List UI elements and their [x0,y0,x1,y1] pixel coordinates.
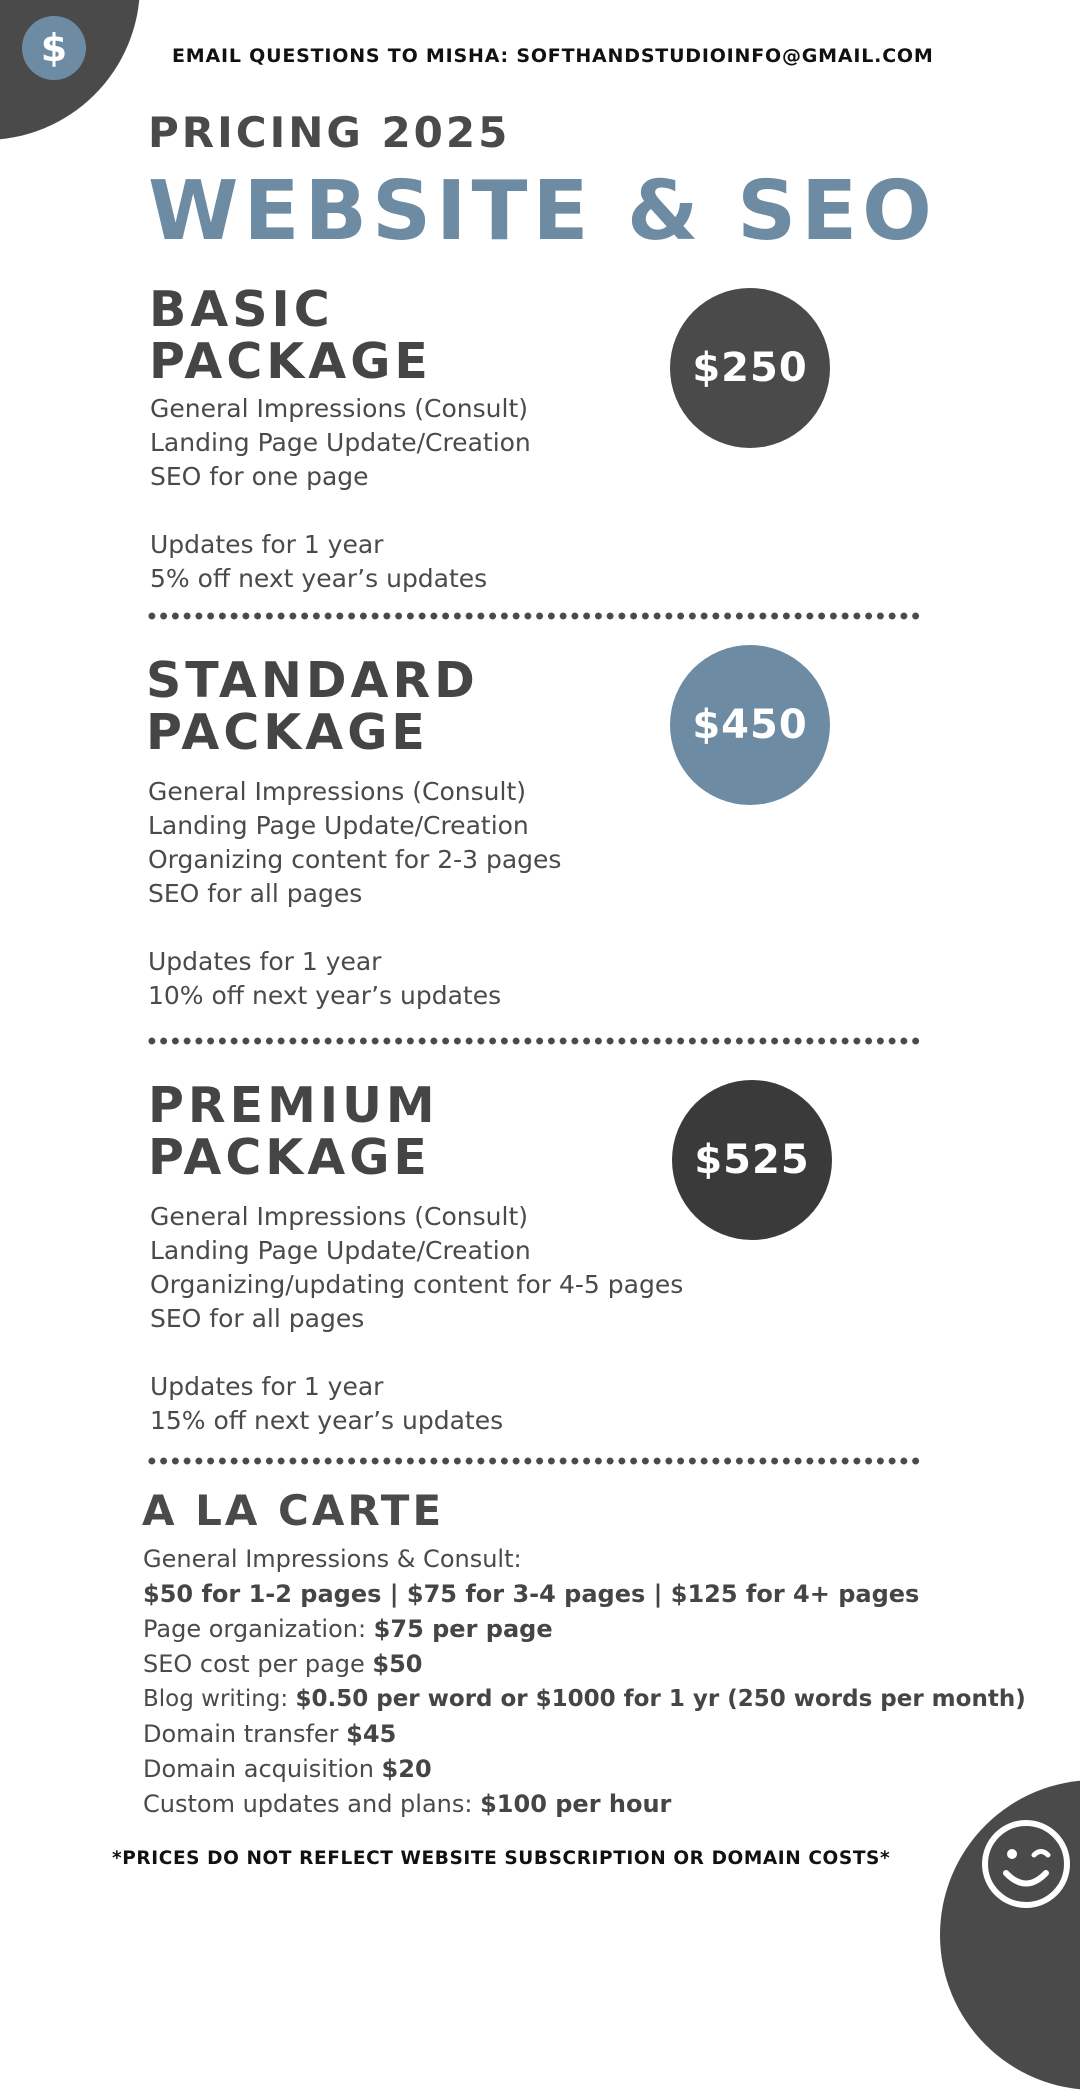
basic-title-line1: BASIC [149,281,334,338]
standard-package-title [146,652,479,761]
feature-item: Organizing content for 2-3 pages [148,845,562,874]
consult-label: General Impressions & Consult: [143,1545,522,1573]
feature-item: Landing Page Update/Creation [150,1236,531,1265]
item-price: $0.50 per word or $1000 for 1 yr (250 words per month) [295,1686,1026,1712]
winking-smiley-icon [980,1818,1072,1910]
item-label: Domain acquisition [143,1755,382,1783]
list-item [143,1612,1026,1647]
standard-price-badge: $450 [670,645,830,805]
item-price: $45 [346,1720,397,1748]
item-label: Blog writing: [143,1686,296,1712]
premium-title-line1: PREMIUM [148,1077,439,1134]
feature-item: Updates for 1 year [148,947,382,976]
feature-item: 10% off next year’s updates [148,981,502,1010]
standard-feature-list [148,775,561,1013]
footer-disclaimer: *PRICES DO NOT REFLECT WEBSITE SUBSCRIPTION OR DOMAIN COSTS* [112,1848,891,1869]
list-item [143,1752,1026,1787]
feature-item: SEO for all pages [148,879,363,908]
a-la-carte-list [143,1542,1026,1822]
item-label: SEO cost per page [143,1650,373,1678]
item-price: $20 [381,1755,432,1783]
pricing-year-heading: PRICING 2025 [148,108,511,157]
page-title: WEBSITE & SEO [148,164,937,259]
dotted-divider [146,1037,922,1045]
list-item [143,1787,1026,1822]
feature-item: Organizing/updating content for 4-5 pages [150,1270,684,1299]
feature-item: General Impressions (Consult) [150,1202,529,1231]
feature-item: Landing Page Update/Creation [148,811,529,840]
feature-item: General Impressions (Consult) [148,777,527,806]
feature-item: SEO for all pages [150,1304,365,1333]
feature-item: Landing Page Update/Creation [150,428,531,457]
dotted-divider [146,612,922,620]
item-label: Domain transfer [143,1720,347,1748]
standard-title-line2: PACKAGE [146,704,429,761]
premium-feature-list [150,1200,683,1438]
feature-item: 5% off next year’s updates [150,564,488,593]
dollar-coin-icon: $ [22,16,86,80]
list-item [143,1647,1026,1682]
standard-title-line1: STANDARD [146,652,479,709]
item-label: Custom updates and plans: [143,1790,481,1818]
email-contact-line: EMAIL QUESTIONS TO MISHA: SOFTHANDSTUDIOINFO@GMAIL.COM [172,45,934,67]
a-la-carte-heading: A LA CARTE [142,1486,445,1535]
premium-price-badge: $525 [672,1080,832,1240]
feature-item: General Impressions (Consult) [150,394,529,423]
basic-feature-list [150,392,531,596]
item-label: Page organization: [143,1615,374,1643]
premium-title-line2: PACKAGE [148,1129,431,1186]
basic-price-badge: $250 [670,288,830,448]
feature-item: Updates for 1 year [150,1372,384,1401]
basic-title-line2: PACKAGE [149,333,432,390]
basic-package-title [149,281,432,390]
premium-package-title [148,1077,439,1186]
item-price: $75 per page [373,1615,553,1643]
dotted-divider [146,1457,922,1465]
list-item [143,1717,1026,1752]
list-item [143,1682,1026,1717]
consult-prices: $50 for 1-2 pages | $75 for 3-4 pages | $125 for 4+ pages [143,1580,920,1608]
feature-item: SEO for one page [150,462,369,491]
feature-item: 15% off next year’s updates [150,1406,504,1435]
feature-item: Updates for 1 year [150,530,384,559]
item-price: $50 [372,1650,423,1678]
item-price: $100 per hour [480,1790,672,1818]
